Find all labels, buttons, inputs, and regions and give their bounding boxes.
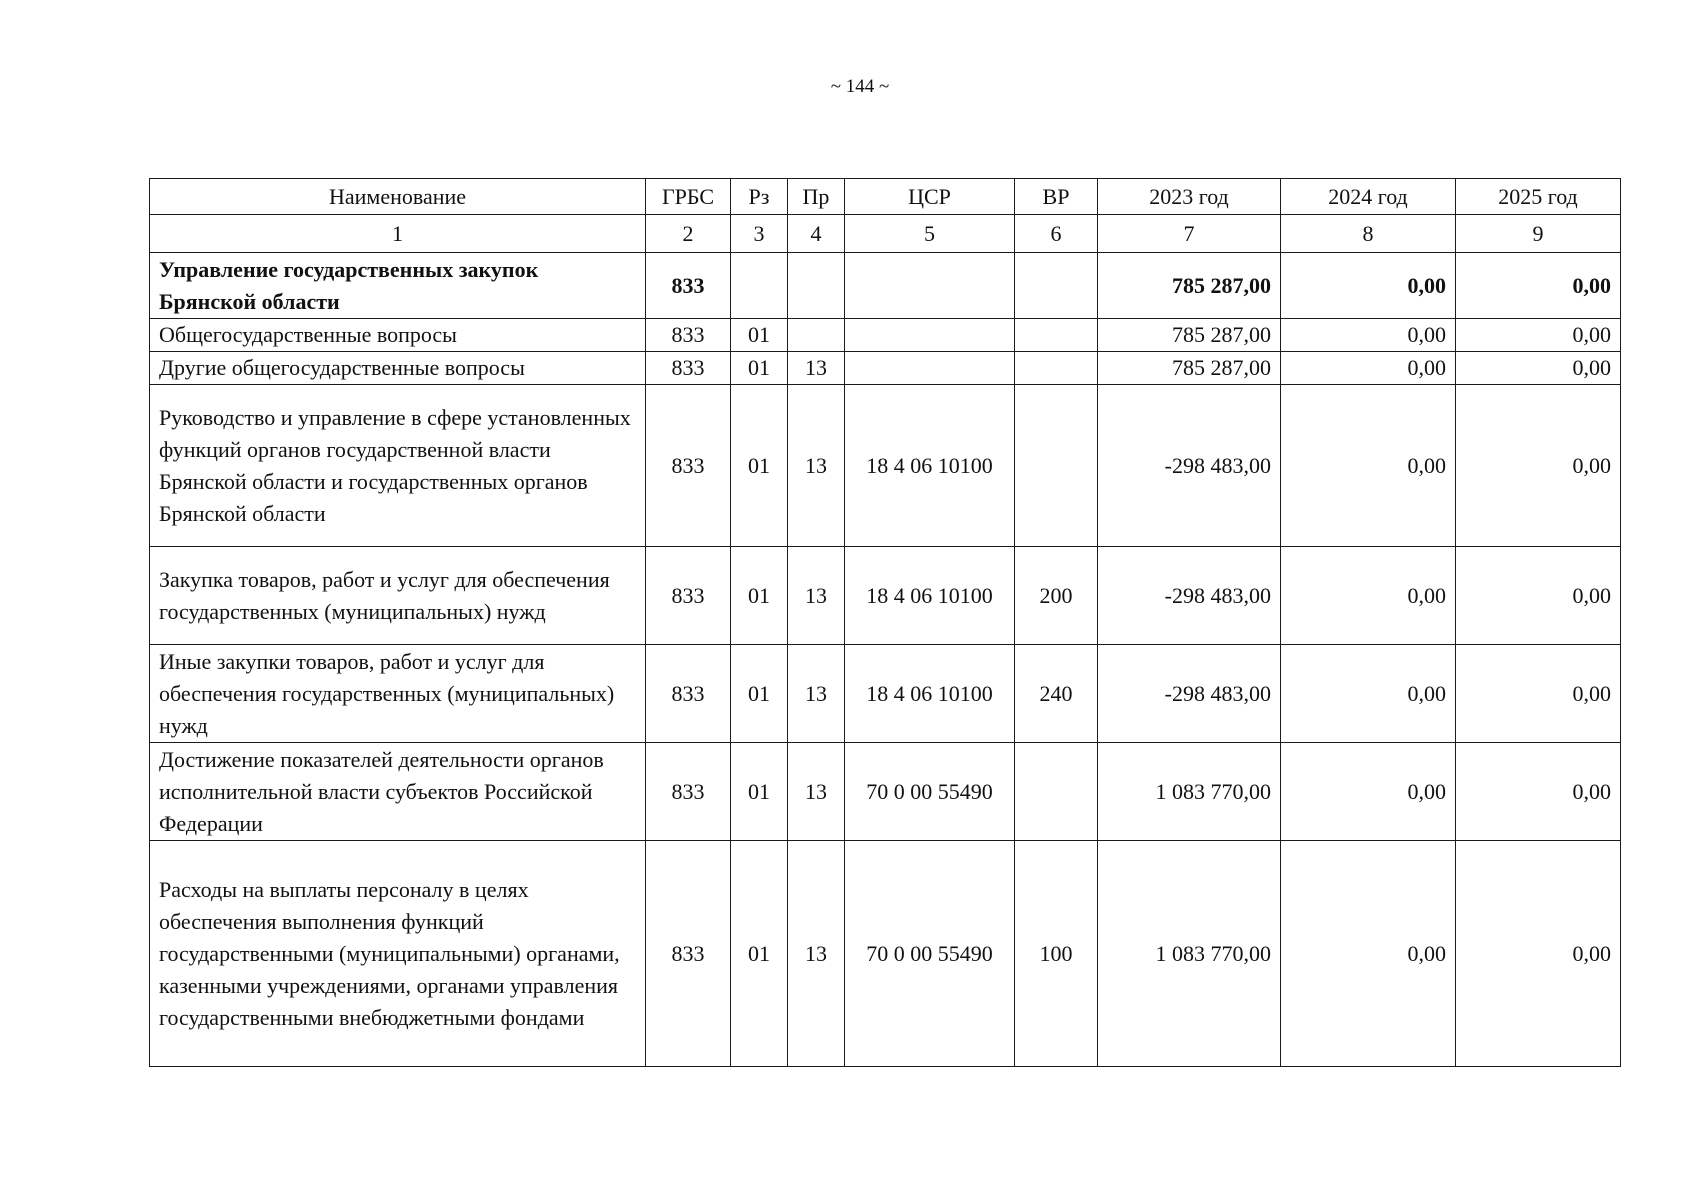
pr-cell: 13: [788, 385, 845, 547]
amount-2023-cell: 785 287,00: [1098, 253, 1281, 319]
table-row: [150, 319, 1621, 352]
table-row: [150, 645, 1621, 743]
csr-cell: 70 0 00 55490: [845, 743, 1015, 841]
pr-cell: 13: [788, 352, 845, 385]
grbs-cell: 833: [646, 352, 731, 385]
grbs-cell: 833: [646, 253, 731, 319]
amount-2023-cell: -298 483,00: [1098, 645, 1281, 743]
column-number-cell: 1: [150, 215, 646, 253]
table-row: [150, 385, 1621, 547]
pr-cell: [788, 319, 845, 352]
amount-2025-cell: 0,00: [1456, 841, 1621, 1067]
vr-cell: [1015, 253, 1098, 319]
header-cell: ГРБС: [646, 179, 731, 215]
column-number-cell: 9: [1456, 215, 1621, 253]
amount-2024-cell: 0,00: [1281, 841, 1456, 1067]
amount-2023-cell: -298 483,00: [1098, 547, 1281, 645]
row-name-cell: Расходы на выплаты персоналу в целях обеспечения выполнения функций государственными (муниципальными) органами, казенными учреждениями, органами управления государственными внебюджетными фондами: [150, 841, 646, 1067]
grbs-cell: 833: [646, 319, 731, 352]
amount-2023-cell: 785 287,00: [1098, 319, 1281, 352]
rz-cell: 01: [731, 743, 788, 841]
amount-2023-cell: -298 483,00: [1098, 385, 1281, 547]
amount-2023-cell: 785 287,00: [1098, 352, 1281, 385]
amount-2025-cell: 0,00: [1456, 385, 1621, 547]
amount-2024-cell: 0,00: [1281, 547, 1456, 645]
vr-cell: [1015, 319, 1098, 352]
csr-cell: 70 0 00 55490: [845, 841, 1015, 1067]
csr-cell: [845, 319, 1015, 352]
table-row: [150, 841, 1621, 1067]
amount-2024-cell: 0,00: [1281, 319, 1456, 352]
csr-cell: [845, 253, 1015, 319]
column-number-cell: 4: [788, 215, 845, 253]
rz-cell: 01: [731, 645, 788, 743]
column-number-row: [150, 215, 1621, 253]
csr-cell: 18 4 06 10100: [845, 385, 1015, 547]
pr-cell: 13: [788, 841, 845, 1067]
page-number: ~ 144 ~: [830, 76, 890, 97]
pr-cell: 13: [788, 743, 845, 841]
header-cell: ЦСР: [845, 179, 1015, 215]
amount-2024-cell: 0,00: [1281, 645, 1456, 743]
csr-cell: [845, 352, 1015, 385]
vr-cell: [1015, 743, 1098, 841]
amount-2025-cell: 0,00: [1456, 547, 1621, 645]
rz-cell: 01: [731, 841, 788, 1067]
header-cell: 2024 год: [1281, 179, 1456, 215]
rz-cell: 01: [731, 352, 788, 385]
vr-cell: [1015, 385, 1098, 547]
row-name-cell: Общегосударственные вопросы: [150, 319, 646, 352]
budget-table: [149, 178, 1621, 1067]
amount-2024-cell: 0,00: [1281, 352, 1456, 385]
vr-cell: [1015, 352, 1098, 385]
pr-cell: 13: [788, 547, 845, 645]
rz-cell: 01: [731, 319, 788, 352]
grbs-cell: 833: [646, 547, 731, 645]
header-row: [150, 179, 1621, 215]
column-number-cell: 8: [1281, 215, 1456, 253]
pr-cell: [788, 253, 845, 319]
amount-2024-cell: 0,00: [1281, 743, 1456, 841]
table-row: [150, 352, 1621, 385]
table-row: [150, 253, 1621, 319]
amount-2025-cell: 0,00: [1456, 645, 1621, 743]
amount-2025-cell: 0,00: [1456, 743, 1621, 841]
grbs-cell: 833: [646, 841, 731, 1067]
column-number-cell: 5: [845, 215, 1015, 253]
grbs-cell: 833: [646, 385, 731, 547]
row-name-cell: Достижение показателей деятельности органов исполнительной власти субъектов Российской Федерации: [150, 743, 646, 841]
header-cell: 2023 год: [1098, 179, 1281, 215]
header-cell: Рз: [731, 179, 788, 215]
amount-2023-cell: 1 083 770,00: [1098, 743, 1281, 841]
amount-2023-cell: 1 083 770,00: [1098, 841, 1281, 1067]
rz-cell: [731, 253, 788, 319]
header-cell: 2025 год: [1456, 179, 1621, 215]
grbs-cell: 833: [646, 645, 731, 743]
table-row: [150, 547, 1621, 645]
row-name-cell: Руководство и управление в сфере установленных функций органов государственной власти Брянской области и государственных органов Брянской области: [150, 385, 646, 547]
column-number-cell: 6: [1015, 215, 1098, 253]
row-name-cell: Иные закупки товаров, работ и услуг для обеспечения государственных (муниципальных) нужд: [150, 645, 646, 743]
vr-cell: 100: [1015, 841, 1098, 1067]
row-name-cell: Закупка товаров, работ и услуг для обеспечения государственных (муниципальных) нужд: [150, 547, 646, 645]
amount-2025-cell: 0,00: [1456, 319, 1621, 352]
row-name-cell: Другие общегосударственные вопросы: [150, 352, 646, 385]
table-row: [150, 743, 1621, 841]
amount-2025-cell: 0,00: [1456, 253, 1621, 319]
pr-cell: 13: [788, 645, 845, 743]
rz-cell: 01: [731, 385, 788, 547]
csr-cell: 18 4 06 10100: [845, 645, 1015, 743]
header-cell: Пр: [788, 179, 845, 215]
vr-cell: 200: [1015, 547, 1098, 645]
grbs-cell: 833: [646, 743, 731, 841]
column-number-cell: 3: [731, 215, 788, 253]
rz-cell: 01: [731, 547, 788, 645]
amount-2024-cell: 0,00: [1281, 253, 1456, 319]
amount-2024-cell: 0,00: [1281, 385, 1456, 547]
row-name-cell: Управление государственных закупок Брянской области: [150, 253, 646, 319]
header-cell: ВР: [1015, 179, 1098, 215]
csr-cell: 18 4 06 10100: [845, 547, 1015, 645]
header-cell: Наименование: [150, 179, 646, 215]
column-number-cell: 2: [646, 215, 731, 253]
column-number-cell: 7: [1098, 215, 1281, 253]
amount-2025-cell: 0,00: [1456, 352, 1621, 385]
vr-cell: 240: [1015, 645, 1098, 743]
